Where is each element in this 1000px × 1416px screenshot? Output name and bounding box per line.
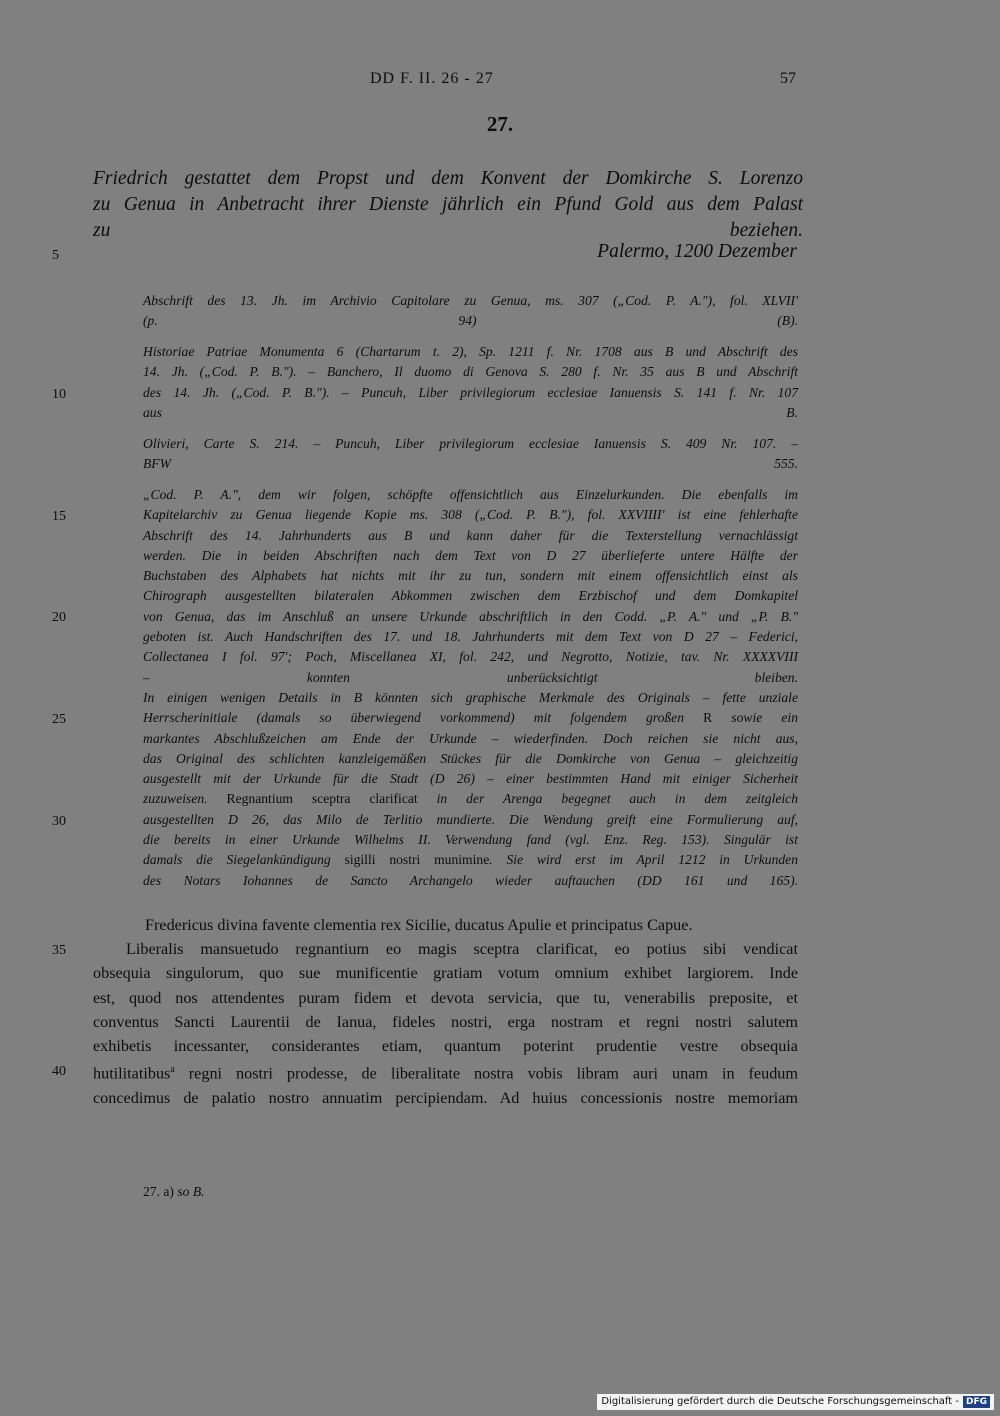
- note-line: ausgestellt mit der Urkunde für die Stadt (D 26) – einer bestimmten Hand mit einiger Sicherheit: [143, 771, 798, 787]
- line-number: 25: [52, 712, 66, 727]
- note-text: in der Arenga begegnet auch in dem zeitgleich: [417, 791, 799, 807]
- note-line: BFW 555.: [143, 456, 798, 472]
- transmission-note: [143, 291, 798, 332]
- note-line: Abschrift des 13. Jh. im Archivio Capitolare zu Genua, ms. 307 („Cod. P. A."), fol. XLVII': [143, 293, 798, 308]
- note-line: [143, 850, 798, 870]
- charter-text: [93, 913, 798, 1110]
- dfg-logo-icon: DFG: [963, 1396, 990, 1408]
- regest-line: zu beziehen.: [93, 220, 803, 241]
- note-line: Chirograph ausgestellten bilateralen Abkommen zwischen dem Erzbischof und dem Domkapitel: [143, 588, 798, 604]
- text-line: est, quod nos attendentes puram fidem et devota servicia, que tu, venerabilis preposite, et: [93, 988, 798, 1007]
- note-line: des 14. Jh. („Cod. P. B."). – Puncuh, Liber privilegiorum ecclesiae Ianuensis S. 141 f. Nr. 107: [143, 384, 798, 400]
- note-line: Abschrift des 14. Jahrhunderts aus B und kann daher für die Texterstellung vernachlässigt: [143, 527, 798, 543]
- running-header: DD F. II. 26 - 27: [370, 70, 494, 87]
- note-line: werden. Die in beiden Abschriften nach dem Text von D 27 überlieferte untere Hälfte der: [143, 547, 798, 563]
- note-line: des Notars Iohannes de Sancto Archangelo wieder auftauchen (DD 161 und 165).: [143, 872, 798, 888]
- text-line: concedimus de palatio nostro annuatim percipiendam. Ad huius concessionis nostre memoriam: [93, 1088, 798, 1107]
- dfg-banner-text: Digitalisierung gefördert durch die Deutsche Forschungsgemeinschaft -: [601, 1396, 959, 1407]
- line-number: 20: [52, 610, 66, 625]
- text-line: [93, 1058, 798, 1086]
- note-line: 14. Jh. („Cod. P. B."). – Banchero, Il duomo di Genova S. 280 f. Nr. 35 aus B und Abschrift: [143, 364, 798, 380]
- note-line: Kapitelarchiv zu Genua liegende Kopie ms. 308 („Cod. P. B."), fol. XXVIIII' ist eine fehlerhafte: [143, 507, 798, 523]
- note-line: (p. 94) (B).: [143, 313, 798, 329]
- line-number: 15: [52, 509, 66, 524]
- footnote-text: so B.: [177, 1184, 205, 1199]
- line-number: 40: [52, 1064, 66, 1079]
- text-line: exhibetis incessanter, considerantes etiam, quantum poterint prudentie vestre obsequia: [93, 1037, 798, 1056]
- note-text: damals die Siegelankündigung: [143, 852, 345, 868]
- note-line: das Original des schlichten kanzleigemäßen Stückes für die Domkirche von Genua – gleichzeitig: [143, 750, 798, 766]
- text-line: obsequia singulorum, quo sue munificentie gratiam votum omnium exhibet largiorem. Inde: [93, 964, 798, 983]
- text-line: Liberalis mansuetudo regnantium eo magis sceptra clarificat, eo potius sibi vendicat: [126, 940, 798, 959]
- note-line: von Genua, das im Anschluß an unsere Urkunde abschriftlich in den Codd. „P. A." und „P. B.": [143, 608, 798, 624]
- regesta-note: [143, 434, 798, 475]
- regest-line: Friedrich gestattet dem Propst und dem Konvent der Domkirche S. Lorenzo: [93, 168, 803, 189]
- note-line: aus B.: [143, 404, 798, 420]
- regest-line: zu Genua in Anbetracht ihrer Dienste jährlich ein Pfund Gold aus dem Palast: [93, 194, 803, 215]
- regest: [93, 166, 803, 244]
- note-text: zuzuweisen.: [143, 791, 227, 807]
- note-text-upright: Regnantium sceptra clarificat: [226, 791, 418, 807]
- note-line: „Cod. P. A.", dem wir folgen, schöpfte offensichtlich aus Einzelurkunden. Die ebenfalls im: [143, 487, 798, 502]
- page-number: 57: [780, 70, 796, 87]
- footnote-label: 27. a): [143, 1184, 174, 1199]
- line-number: 5: [52, 248, 59, 263]
- intitulatio: Fredericus divina favente clementia rex Sicilie, ducatus Apulie et principatus Capue.: [145, 916, 693, 934]
- note-line: markantes Abschlußzeichen am Ende der Urkunde – wiederfinden. Doch reichen sie nicht aus,: [143, 730, 798, 746]
- note-line: geboten ist. Auch Handschriften des 17. und 18. Jahrhunderts mit dem Text von D 27 – Federici,: [143, 629, 798, 645]
- note-text: sowie ein: [712, 710, 798, 726]
- text-line: conventus Sancti Laurentii de Ianua, fideles nostri, erga nostram et regni nostri salutem: [93, 1012, 798, 1031]
- note-line: – konnten unberücksichtigt bleiben.: [143, 669, 798, 685]
- note-text-upright: sigilli nostri munimine: [344, 852, 490, 868]
- document-number: 27.: [486, 112, 514, 136]
- note-line: In einigen wenigen Details in B könnten sich graphische Merkmale des Originals – fette unziale: [143, 689, 798, 705]
- line-number: 35: [52, 943, 66, 958]
- note-text-upright: R: [703, 710, 713, 726]
- note-text: . Sie wird erst im April 1212 in Urkunden: [489, 852, 798, 868]
- dating-line: Palermo, 1200 Dezember: [597, 241, 797, 262]
- dfg-banner[interactable]: [597, 1394, 994, 1410]
- note-line: die bereits in einer Urkunde Wilhelms II. Verwendung fand (vgl. Enz. Reg. 153). Singulär ist: [143, 832, 798, 848]
- commentary-note: [143, 485, 798, 891]
- note-line: Historiae Patriae Monumenta 6 (Chartarum t. 2), Sp. 1211 f. Nr. 1708 aus B und Abschrift des: [143, 344, 798, 359]
- note-line: Buchstaben des Alphabets hat nichts mit ihr zu tun, sondern mit einem offensichtlich einst als: [143, 568, 798, 584]
- editions-note: [143, 342, 798, 423]
- note-line: Collectanea I fol. 97'; Poch, Miscellanea XI, fol. 242, und Negrotto, Notizie, tav. Nr. XXXXVIII: [143, 649, 798, 665]
- note-line: Olivieri, Carte S. 214. – Puncuh, Liber privilegiorum ecclesiae Ianuensis S. 409 Nr. 107. –: [143, 436, 798, 451]
- line-number: 30: [52, 814, 66, 829]
- footnote-marker: a: [170, 1064, 175, 1076]
- note-line: ausgestellten D 26, das Milo de Terlitio mundierte. Die Wendung greift eine Formulierung auf,: [143, 811, 798, 827]
- note-line: [143, 789, 798, 809]
- note-line: [143, 708, 798, 728]
- line-number: 10: [52, 387, 66, 402]
- text-segment: hutilitatibus: [93, 1064, 171, 1083]
- text-segment: regni nostri prodesse, de liberalitate nostra vobis libram auri unam in feudum: [174, 1064, 798, 1083]
- footnote: [143, 1184, 205, 1200]
- note-text: Herrscherinitiale (damals so überwiegend vorkommend) mit folgendem großen: [143, 710, 704, 726]
